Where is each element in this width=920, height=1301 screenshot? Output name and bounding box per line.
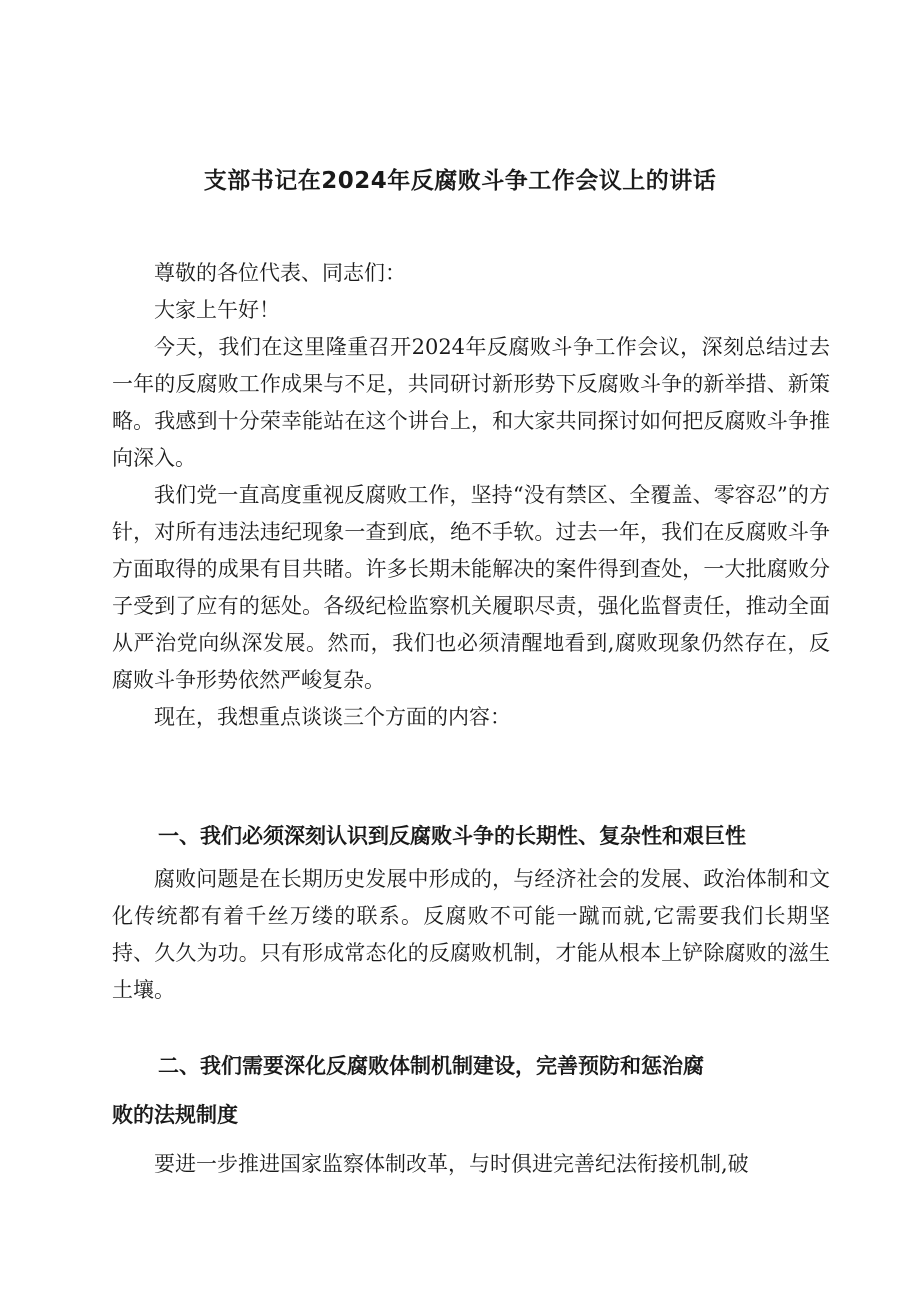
- document-title: 支部书记在2024年反腐败斗争工作会议上的讲话: [203, 168, 717, 194]
- paragraph-intro: 今天，我们在这里隆重召开2024年反腐败斗争工作会议，深刻总结过去一年的反腐败工作成果与不足，共同研讨新形势下反腐败斗争的新举措、新策略。我感到十分荣幸能站在这个讲台上，和大家共同探讨如何把反腐败斗争推向深入。: [112, 335, 830, 470]
- opening-block: [112, 255, 830, 736]
- section-2-paragraph: 要进一步推进国家监察体制改革，与时俱进完善纪法衔接机制,破: [154, 1152, 749, 1176]
- paragraph-achievements: 我们党一直高度重视反腐败工作，坚持“没有禁区、全覆盖、零容忍”的方针，对所有违法违纪现象一查到底，绝不手软。过去一年，我们在反腐败斗争方面取得的成果有目共睹。许多长期未能解决的案件得到查处，一大批腐败分子受到了应有的惩处。各级纪检监察机关履职尽责，强化监督责任，推动全面从严治党向纵深发展。然而，我们也必须清醒地看到,腐败现象仍然存在，反腐败斗争形势依然严峻复杂。: [112, 483, 830, 692]
- greeting: 大家上午好！: [154, 298, 280, 322]
- section-1-heading: 一、我们必须深刻认识到反腐败斗争的长期性、复杂性和艰巨性: [158, 824, 746, 848]
- section-2-body: [112, 1146, 830, 1183]
- section-2-heading-line-1: 二、我们需要深化反腐败体制机制建设，完善预防和惩治腐: [158, 1054, 704, 1078]
- paragraph-transition: 现在，我想重点谈谈三个方面的内容：: [154, 705, 511, 729]
- section-1-body: [112, 861, 830, 1009]
- section-1-paragraph: 腐败问题是在长期历史发展中形成的，与经济社会的发展、政治体制和文化传统都有着千丝万缕的联系。反腐败不可能一蹴而就,它需要我们长期坚持、久久为功。只有形成常态化的反腐败机制，才能从根本上铲除腐败的滋生土壤。: [112, 867, 830, 1002]
- section-2-heading-line-2: 败的法规制度: [112, 1103, 238, 1127]
- salutation: 尊敬的各位代表、同志们：: [154, 261, 406, 285]
